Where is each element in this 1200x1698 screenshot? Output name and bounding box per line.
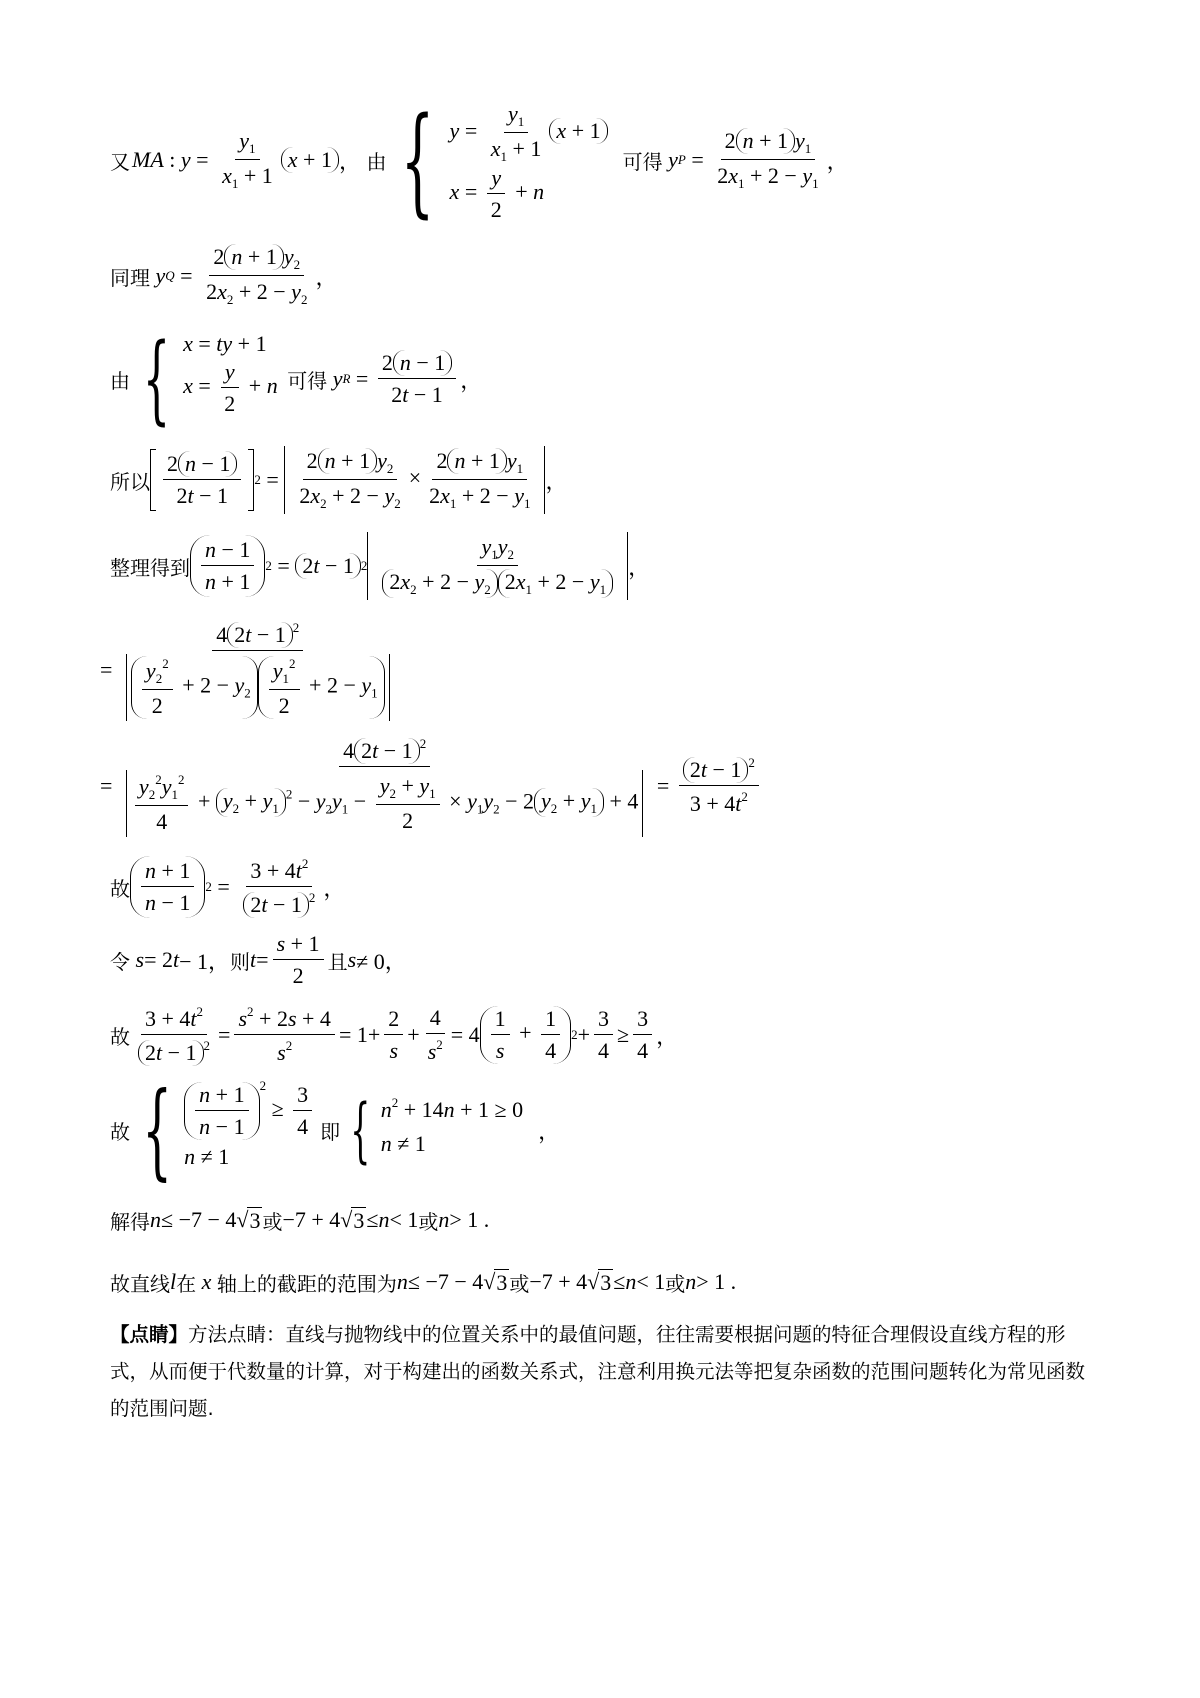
note-label: 【点睛】 — [110, 1323, 189, 1346]
equation-suoyi-line: 所以 $\frac{2 n - 1}{2t - 1}$ 2 = $\frac{2 n + 1 y_2}{2x_2 + 2 - y_2}$ × $\frac{2 n + 1 y_1}{2x_1 + 2 - y_1}$ ， — [110, 444, 568, 516]
equation-solution: 解得 n ≤ −7 − 4√ 3 或 −7 + 4√ 3 ≤ n < 1 或 n > 1 . — [110, 1207, 490, 1234]
equation-step-7: = 4 2t − 1 $^2$ $\frac{y_2^2y_1^2}{4}$ + $y_2 + y_1^2 - y_2y_1$ − $\frac{y_2 + y_1}{2}$ × $y_1y_2 - 2$ $y_2 + y_1 + 4$ = $\frac{2t - 1 ^2}{3 + 4t^2}$ — [100, 736, 763, 836]
equation-yq-line: 同理 y Q = $\frac{2 n + 1 y_2}{2x_2 + 2 - y_2}$ ， — [110, 244, 338, 307]
system-4: { $n^2 + 14n + 1 \ge 0$ n ≠ 1 — [350, 1089, 524, 1171]
note-text: 方法点睛：直线与抛物线中的位置关系中的最值问题，往往需要根据问题的特征合理假设直线方程的形式，从而便于代数量的计算，对于构建出的函数关系式，注意利用换元法等把复杂函数的范围问题转化为常见函数的范围问题. — [110, 1323, 1086, 1420]
equation-gu-1: 故 $\frac{n + 1}{n - 1}$ 2 = $\frac{3 + 4t^2}{2t - 1 ^2}$ ， — [110, 856, 346, 917]
system-3: { $\frac{n + 1}{n - 1}$ $^2$ ≥ $\frac{3}{4}$ n ≠ 1 — [134, 1078, 316, 1182]
equation-zhengli-line: 整理得到 $\frac{n - 1}{n + 1}$ 2 = 2t − 1 2 $\frac{y_1y_2}{2x_2 + 2 - y_2 2x_1 + 2 - y_1}$ ， — [110, 530, 650, 602]
system-2: { x = ty + 1 x = $\frac{y}{2}$ + n — [142, 323, 278, 435]
equation-gu-2: 故 $\frac{3 + 4t^2}{2t - 1 ^2}$ = $\frac{s^2 + 2s + 4}{s^2}$ = 1+ $\frac{2}{s}$ + $\frac{4}{s^2}$ = 4 $\frac{1}{s}$ + $\frac{1}{4}$ 2 + $\frac{3}{4}$ ≥ $\frac{3}{4}$ ， — [110, 1004, 679, 1065]
system-1: { y = $\frac{y_1}{x_1 + 1}$ x + 1 x = $\frac{y}{2}$ + n — [390, 101, 607, 219]
equation-substitution: 令 s = 2 t − 1， 则 t = $\frac{s + 1}{2}$ 且 s ≠ 0， — [110, 931, 407, 988]
equation-gu-3: 故 { $\frac{n + 1}{n - 1}$ $^2$ ≥ $\frac{3}{4}$ n ≠ 1 即 { $n^2 + 14n + 1 \ge 0$ n ≠ 1 ， — [110, 1069, 561, 1191]
final-answer: 故直线 l 在 x 轴上的截距的范围为 n ≤ −7 − 4√ 3 或 −7 + 4√ 3 ≤ n < 1 或 n > 1 . — [110, 1269, 737, 1296]
equation-step-6: = 4 2t − 1 $^2$ $\frac{y_2^2}{2}$ + $2 - y_2$ $\frac{y_1^2}{2}$ + $2 - y_1$ — [100, 622, 398, 718]
equation-ma-line: 又 MA : y = $\frac{y_1}{x_1 + 1}$ x + 1 ， 由 { y = $\frac{y_1}{x_1 + 1}$ x + 1 x = $\frac{y}{2}$ + n 可得 y P = $\frac{2 n + 1 y_1}{2x_1 + 2 - y_1}$ ， — [110, 91, 849, 229]
method-note — [110, 1316, 1100, 1427]
equation-yr-line: 由 { x = ty + 1 x = $\frac{y}{2}$ + n 可得 y R = $\frac{2 n - 1}{2t - 1}$ ， — [110, 323, 483, 435]
